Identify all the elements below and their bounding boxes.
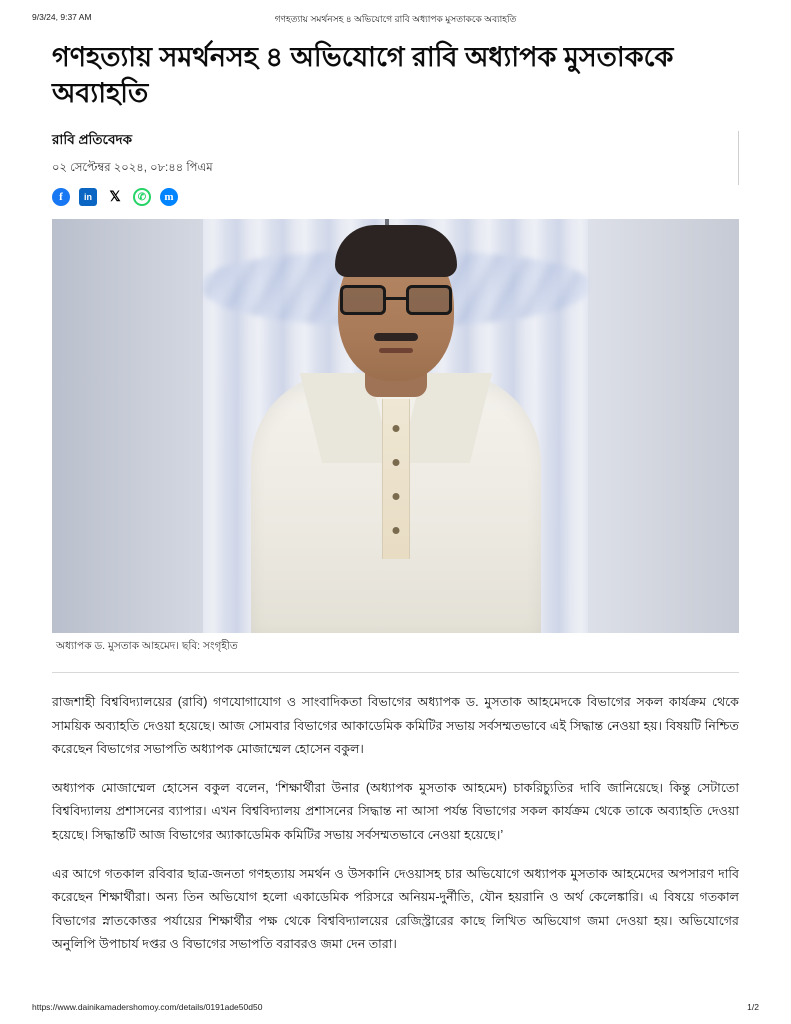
subject-mustache	[374, 333, 418, 341]
print-timestamp: 9/3/24, 9:37 AM	[32, 12, 92, 22]
article-publish-date: ০২ সেপ্টেম্বর ২০২৪, ০৮:৪৪ পিএম	[52, 162, 213, 175]
print-header	[32, 12, 759, 26]
whatsapp-share-icon[interactable]: ✆	[133, 188, 151, 206]
page-number: 1/2	[747, 1002, 759, 1012]
article-paragraph: এর আগে গতকাল রবিবার ছাত্র-জনতা গণহত্যায় সমর্থন ও উসকানি দেওয়াসহ চার অভিযোগে অধ্যাপক মুসতাক আহমেদের অপসারণ দাবি করেছেন শিক্ষার্থীরা। অন্য তিন অভিযোগ হলো একাডেমিক পরিসরে অনিয়ম-দুর্নীতি, যৌন হয়রানি ও অর্থ কেলেঙ্কারি। এ বিষয়ে গতকাল বিভাগের স্নাতকোত্তর পর্যায়ের শিক্ষার্থীর পক্ষ থেকে বিশ্ববিদ্যালয়ের রেজিস্ট্রারের কাছে লিখিত অভিযোগ জমা দেওয়া হয়। অভিযোগের অনুলিপি উপাচার্য দপ্তর ও বিভাগের সভাপতি বরাবরও জমা দেন তারা।	[52, 867, 739, 951]
article-photo	[52, 219, 739, 633]
byline-divider	[738, 131, 739, 185]
subject-torso	[251, 373, 541, 633]
article-paragraph: রাজশাহী বিশ্ববিদ্যালয়ের (রাবি) গণযোগাযোগ ও সাংবাদিকতা বিভাগের অধ্যাপক ড. মুসতাক আহমেদকে বিভাগের সকল কার্যক্রম থেকে সাময়িক অব্যাহতি দেওয়া হয়েছে। আজ সোমবার বিভাগের আকাডেমিক কমিটির সভায় সর্বসম্মতভাবে এই সিদ্ধান্ত নেওয়া হয়। বিষয়টি নিশ্চিত করেছেন বিভাগের সভাপতি অধ্যাপক মোজাম্মেল হোসেন বকুল।	[52, 695, 739, 756]
facebook-share-icon[interactable]: f	[52, 188, 70, 206]
subject-glasses	[340, 285, 452, 315]
subject-button	[392, 459, 399, 466]
messenger-share-icon[interactable]: m	[160, 188, 178, 206]
print-footer	[32, 1002, 759, 1012]
subject-mouth	[379, 348, 413, 353]
byline-block	[52, 129, 739, 207]
subject-button	[392, 425, 399, 432]
article-figure	[52, 219, 739, 656]
source-url: https://www.dainikamadershomoy.com/details/0191ade50d50	[32, 1002, 263, 1012]
subject-button	[392, 493, 399, 500]
glasses-lens-left	[340, 285, 386, 315]
photo-left-wall	[52, 219, 217, 633]
linkedin-share-icon[interactable]: in	[79, 188, 97, 206]
photo-right-wall	[574, 219, 739, 633]
content-divider	[52, 672, 739, 673]
article-byline: রাবি প্রতিবেদক	[52, 132, 133, 148]
photo-caption: অধ্যাপক ড. মুসতাক আহমেদ। ছবি: সংগৃহীত	[56, 640, 238, 653]
article-paragraph: অধ্যাপক মোজাম্মেল হোসেন বকুল বলেন, ‘শিক্ষার্থীরা উনার (অধ্যাপক মুসতাক আহমেদ) চাকরিচ্যুতির দাবি জানিয়েছে। কিন্তু সেটাতো বিশ্ববিদ্যালয় প্রশাসনের ব্যাপার। এখন বিশ্ববিদ্যালয় প্রশাসনের সিদ্ধান্ত না আসা পর্যন্ত বিভাগের সকল কার্যক্রম থেকে তাকে অব্যাহতি দেওয়া হয়েছে। সিদ্ধান্তটি আজ বিভাগের অ্যাকাডেমিক কমিটির সভায় সর্বসম্মতভাবে নেওয়া হয়েছে।’	[52, 781, 739, 842]
article-headline: গণহত্যায় সমর্থনসহ ৪ অভিযোগে রাবি অধ্যাপক মুসতাককে অব্যাহতি	[52, 42, 674, 108]
subject-hair	[335, 225, 457, 277]
social-share-bar	[52, 187, 739, 207]
glasses-bridge	[386, 297, 406, 300]
subject-placket	[382, 399, 410, 559]
x-twitter-share-icon[interactable]: 𝕏	[106, 188, 124, 206]
subject-button	[392, 527, 399, 534]
photo-subject	[246, 273, 546, 633]
glasses-lens-right	[406, 285, 452, 315]
print-page-title: গণহত্যায় সমর্থনসহ ৪ অভিযোগে রাবি অধ্যাপক মুসতাককে অব্যাহতি	[274, 14, 517, 24]
article-body	[32, 40, 759, 956]
